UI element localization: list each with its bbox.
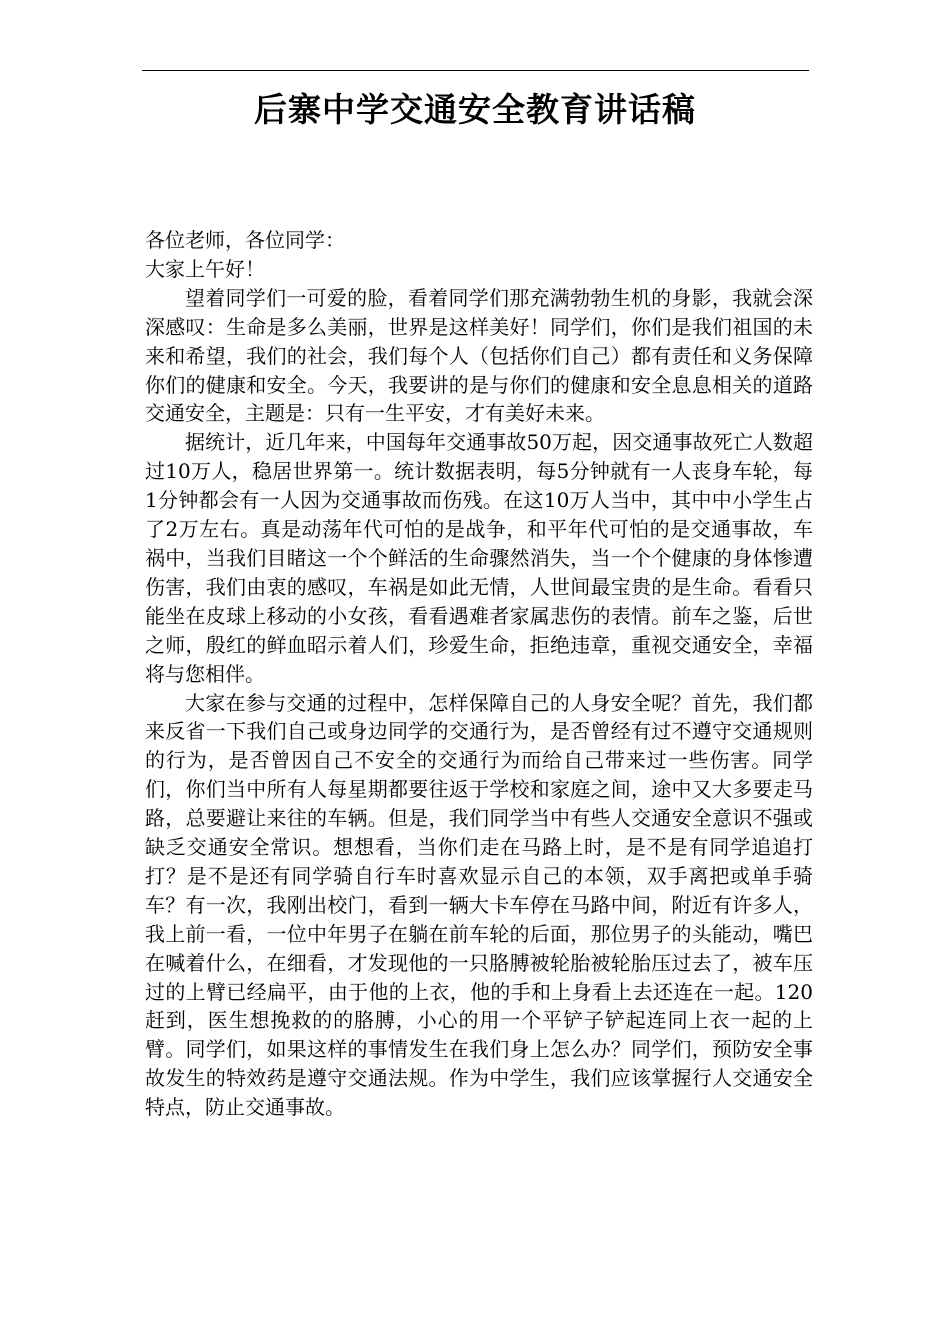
document-title: 后寨中学交通安全教育讲话稿 bbox=[254, 90, 696, 129]
body-paragraph-2: 据统计，近几年来，中国每年交通事故50万起，因交通事故死亡人数超过10万人，稳居世界第一。统计数据表明，每5分钟就有一人丧身车轮，每1分钟都会有一人因为交通事故而伤残。在这10万人当中，其中中小学生占了2万左右。真是动荡年代可怕的是战争，和平年代可怕的是交通事故，车祸中，当我们目睹这一个个鲜活的生命骤然消失，当一个个健康的身体惨遭伤害，我们由衷的感叹，车祸是如此无情，人世间最宝贵的是生命。看看只能坐在皮球上移动的小女孩，看看遇难者家属悲伤的表情。前车之鉴，后世之师，殷红的鲜血昭示着人们，珍爱生命，拒绝违章，重视交通安全，幸福将与您相伴。 bbox=[145, 430, 813, 686]
body-paragraph-1: 望着同学们一可爱的脸，看着同学们那充满勃勃生机的身影，我就会深深感叹：生命是多么美丽，世界是这样美好！同学们，你们是我们祖国的未来和希望，我们的社会，我们每个人（包括你们自己）都有责任和义务保障你们的健康和安全。今天，我要讲的是与你们的健康和安全息息相关的道路交通安全，主题是：只有一生平安，才有美好未来。 bbox=[145, 285, 813, 426]
document-body bbox=[145, 226, 813, 1122]
greeting-line: 各位老师，各位同学： bbox=[145, 228, 345, 252]
body-paragraph-3: 大家在参与交通的过程中，怎样保障自己的人身安全呢？首先，我们都来反省一下我们自己或身边同学的交通行为，是否曾经有过不遵守交通规则的行为，是否曾因自己不安全的交通行为而给自己带来过一些伤害。同学们，你们当中所有人每星期都要往返于学校和家庭之间，途中又大多要走马路，总要避让来往的车辆。但是，我们同学当中有些人交通安全意识不强或缺乏交通安全常识。想想看，当你们走在马路上时，是不是有同学追追打打？是不是还有同学骑自行车时喜欢显示自己的本领，双手离把或单手骑车？有一次，我刚出校门，看到一辆大卡车停在马路中间，附近有许多人，我上前一看，一位中年男子在躺在前车轮的后面，那位男子的头能动，嘴巴在喊着什么，在细看，才发现他的一只胳膊被轮胎被轮胎压过去了，被车压过的上臂已经扁平，由于他的上衣，他的手和上身看上去还连在一起。120赶到，医生想挽救的的胳膊，小心的用一个平铲子铲起连同上衣一起的上臂。同学们，如果这样的事情发生在我们身上怎么办？同学们，预防安全事故发生的特效药是遵守交通法规。作为中学生，我们应该掌握行人交通安全特点，防止交通事故。 bbox=[145, 690, 813, 1120]
header-rule bbox=[142, 70, 809, 71]
salutation-line: 大家上午好！ bbox=[145, 256, 265, 281]
